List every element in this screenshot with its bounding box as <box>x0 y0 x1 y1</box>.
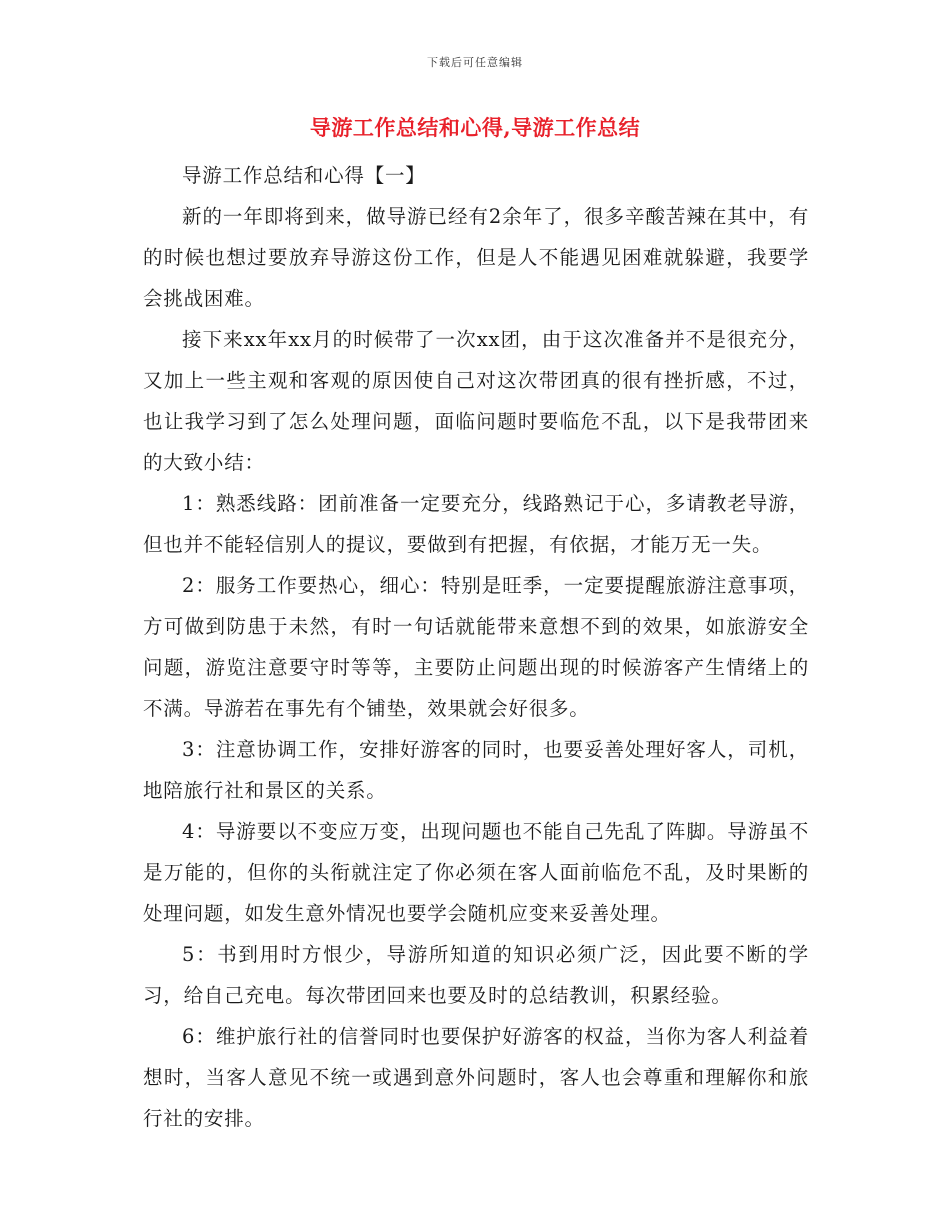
section-heading: 导游工作总结和心得【一】 <box>182 164 426 187</box>
paragraph-point-3: 3：注意协调工作，安排好游客的同时，也要妥善处理好客人，司机，地陪旅行社和景区的关系。 <box>143 738 809 802</box>
paragraph-point-5: 5：书到用时方恨少，导游所知道的知识必须广泛，因此要不断的学习，给自己充电。每次带团回来也要及时的总结教训，积累经验。 <box>143 943 809 1007</box>
paragraph-point-1: 1：熟悉线路：团前准备一定要充分，线路熟记于心，多请教老导游，但也并不能轻信别人的提议，要做到有把握，有依据，才能万无一失。 <box>143 492 809 556</box>
paragraph-point-4: 4：导游要以不变应万变，出现问题也不能自己先乱了阵脚。导游虽不是万能的，但你的头衔就注定了你必须在客人面前临危不乱，及时果断的处理问题，如发生意外情况也要学会随机应变来妥善处理。 <box>143 820 809 925</box>
document-body <box>143 155 809 1139</box>
paragraph-intro: 新的一年即将到来，做导游已经有2余年了，很多辛酸苦辣在其中，有的时候也想过要放弃导游这份工作，但是人不能遇见困难就躲避，我要学会挑战困难。 <box>143 205 809 310</box>
paragraph-point-6: 6：维护旅行社的信誉同时也要保护好游客的权益，当你为客人利益着想时，当客人意见不统一或遇到意外问题时，客人也会尊重和理解你和旅行社的安排。 <box>143 1025 809 1130</box>
page-header-note: 下载后可任意编辑 <box>427 56 523 69</box>
document-title: 导游工作总结和心得,导游工作总结 <box>309 115 641 140</box>
paragraph-point-2: 2：服务工作要热心，细心：特别是旺季，一定要提醒旅游注意事项，方可做到防患于未然，有时一句话就能带来意想不到的效果，如旅游安全问题，游览注意要守时等等，主要防止问题出现的时候游客产生情绪上的不满。导游若在事先有个铺垫，效果就会好很多。 <box>143 574 809 720</box>
paragraph-context: 接下来xx年xx月的时候带了一次xx团，由于这次准备并不是很充分，又加上一些主观和客观的原因使自己对这次带团真的很有挫折感，不过，也让我学习到了怎么处理问题，面临问题时要临危不乱，以下是我带团来的大致小结： <box>143 328 809 474</box>
